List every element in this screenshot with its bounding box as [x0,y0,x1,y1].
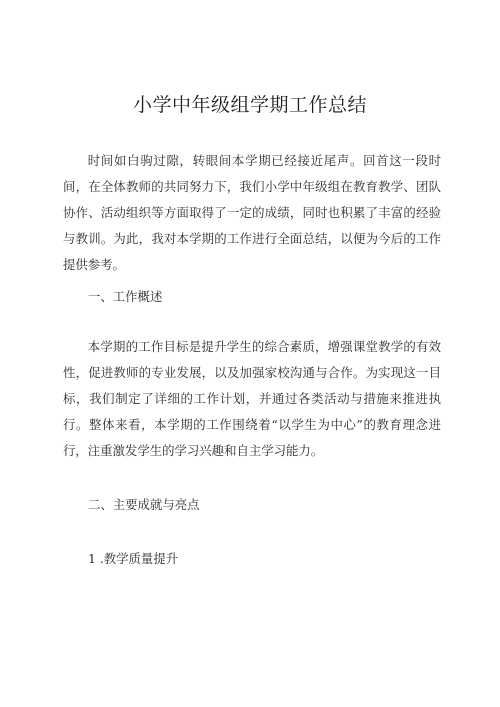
section-heading-overview: 一、工作概述 [88,289,163,304]
subsection-heading-teaching-quality: 1 .教学质量提升 [88,551,179,566]
intro-paragraph: 时间如白驹过隙，转眼间本学期已经接近尾声。回首这一段时间，在全体教师的共同努力下，我们小学中年级组在教育教学、团队协作、活动组织等方面取得了一定的成绩，同时也积累了丰富的经验与教训。为此，我对本学期的工作进行全面总结，以便为今后的工作提供参考。 [63,153,441,272]
section-heading-achievements: 二、主要成就与亮点 [88,497,200,512]
overview-paragraph: 本学期的工作目标是提升学生的综合素质，增强课堂教学的有效性，促进教师的专业发展，以及加强家校沟通与合作。为实现这一目标，我们制定了详细的工作计划，并通过各类活动与措施来推进执行。整体来看，本学期的工作围绕着“以学生为中心”的教育理念进行，注重激发学生的学习兴趣和自主学习能力。 [63,339,441,458]
document-title: 小学中年级组学期工作总结 [132,94,367,116]
